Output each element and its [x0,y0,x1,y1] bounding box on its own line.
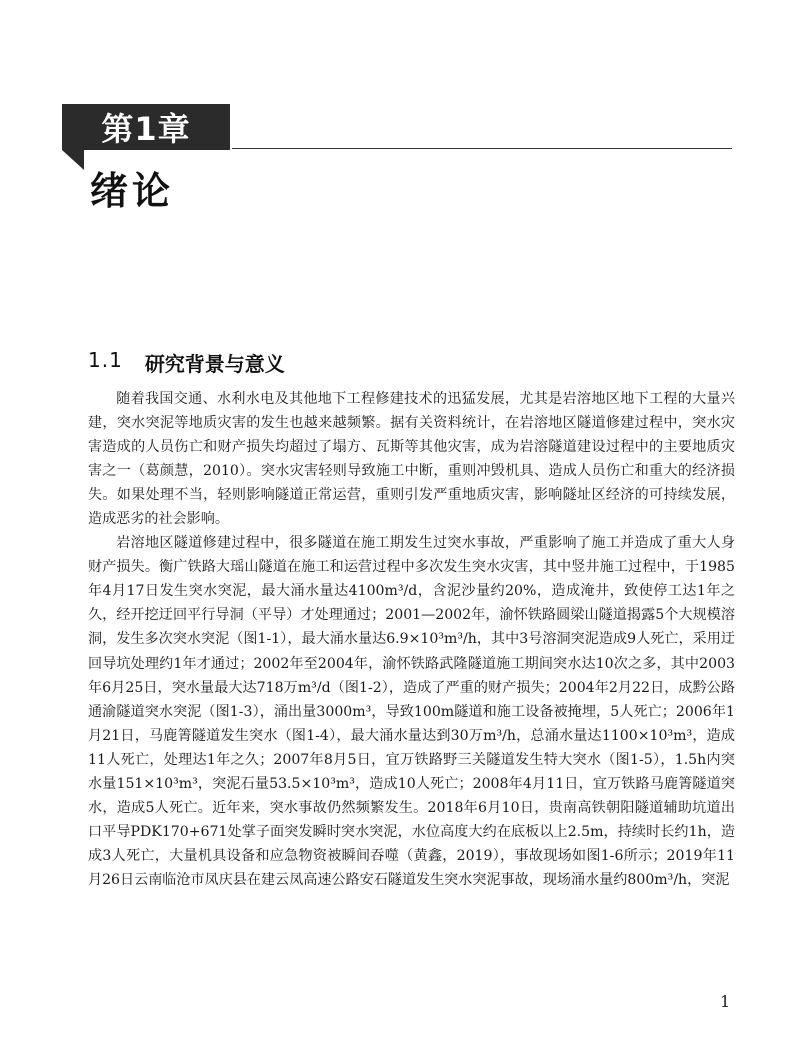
chapter-label: 第1章 [62,104,230,150]
section-number: 1.1 [88,348,123,372]
chapter-label-tail [62,150,84,170]
section-title: 研究背景与意义 [144,352,285,376]
page-number: 1 [720,992,731,1011]
chapter-title: 绪论 [90,169,175,213]
chapter-rule [232,148,732,149]
paragraph: 岩溶地区隧道修建过程中，很多隧道在施工期发生过突水事故，严重影响了施工并造成了重大人身财产损失。衡广铁路大瑶山隧道在施工和运营过程中多次发生突水灾害，其中竖井施工过程中，于1985年4月17日发生突水突泥，最大涌水量达4100m³/d，含泥沙量约20%，造成淹井，致使停工达1年之久，经开挖迂回平行导洞（平导）才处理通过；2001—2002年，渝怀铁路圆梁山隧道揭露5个大规模溶洞，发生多次突水突泥（图1-1），最大涌水量达6.9×10³m³/h，其中3号溶洞突泥造成9人死亡，采用迂回导坑处理约1年才通过；2002年至2004年，渝怀铁路武隆隧道施工期间突水达10次之多，其中2003年6月25日，突水量最大达718万m³/d（图1-2），造成了严重的财产损失；2004年2月22日，成黔公路通渝隧道突水突泥（图1-3），涌出量3000m³，导致100m隧道和施工设备被掩埋，5人死亡；2006年1月21日，马鹿箐隧道发生突水（图1-4），最大涌水量达到30万m³/h，总涌水量达1100×10³m³，造成11人死亡，处理达1年之久；2007年8月5日，宜万铁路野三关隧道发生特大突水（图1-5），1.5h内突水量151×10³m³，突泥石量53.5×10³m³，造成10人死亡；2008年4月11日，宜万铁路马鹿箐隧道突水，造成5人死亡。近年来，突水事故仍然频繁发生。2018年6月10日，贵南高铁朝阳隧道辅助坑道出口平导PDK170+671处掌子面突发瞬时突水突泥，水位高度大约在底板以上2.5m，持续时长约1h，造成3人死亡，大量机具设备和应急物资被瞬间吞噬（黄鑫，2019），事故现场如图1-6所示；2019年11月26日云南临沧市凤庆县在建云凤高速公路安石隧道发生突水突泥事故，现场涌水量约800m³/h，突泥 [88,535,735,888]
paragraph: 随着我国交通、水利水电及其他地下工程修建技术的迅猛发展，尤其是岩溶地区地下工程的大量兴建，突水突泥等地质灾害的发生也越来越频繁。据有关资料统计，在岩溶地区隧道修建过程中，突水灾害造成的人员伤亡和财产损失均超过了塌方、瓦斯等其他灾害，成为岩溶隧道建设过程中的主要地质灾害之一（葛颜慧，2010）。突水灾害轻则导致施工中断，重则冲毁机具、造成人员伤亡和重大的经济损失。如果处理不当，轻则影响隧道正常运营，重则引发严重地质灾害，影响隧址区经济的可持续发展，造成恶劣的社会影响。 [88,391,735,528]
section-heading [88,348,285,377]
body-text [88,387,735,892]
